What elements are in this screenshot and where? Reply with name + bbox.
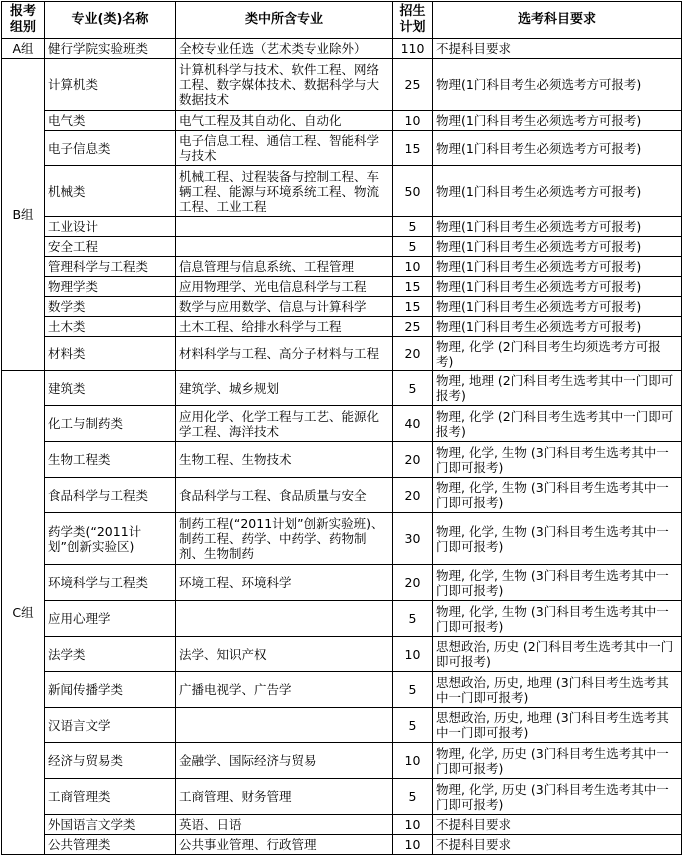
majors-cell: 建筑学、城乡规划 [176,371,393,406]
majors-cell: 应用化学、化学工程与工艺、能源化学工程、海洋技术 [176,406,393,442]
table-row [2,708,682,743]
plan-cell: 30 [393,513,433,565]
plan-cell: 10 [393,815,433,835]
table-row [2,257,682,277]
table-row [2,317,682,337]
header-category: 专业(类)名称 [45,2,176,39]
header-requirement: 选考科目要求 [433,2,682,39]
requirement-cell: 思想政治, 历史, 地理 (3门科目考生选考其中一门即可报考) [433,708,682,743]
requirement-cell: 物理, 地理 (2门科目考生选考其中一门即可报考) [433,371,682,406]
requirement-cell: 物理, 化学, 生物 (3门科目考生选考其中一门即可报考) [433,478,682,513]
requirement-cell: 物理(1门科目考生必须选考方可报考) [433,297,682,317]
category-cell: 食品科学与工程类 [45,478,176,513]
table-row [2,217,682,237]
category-cell: 外国语言文学类 [45,815,176,835]
requirement-cell: 物理(1门科目考生必须选考方可报考) [433,317,682,337]
plan-cell: 10 [393,637,433,672]
plan-cell: 20 [393,337,433,371]
requirement-cell: 物理(1门科目考生必须选考方可报考) [433,111,682,131]
requirement-cell: 物理(1门科目考生必须选考方可报考) [433,217,682,237]
category-cell: 机械类 [45,166,176,217]
requirement-cell: 物理, 化学, 历史 (3门科目考生选考其中一门即可报考) [433,743,682,779]
category-cell: 公共管理类 [45,835,176,855]
plan-cell: 5 [393,601,433,637]
header-majors: 类中所含专业 [176,2,393,39]
category-cell: 法学类 [45,637,176,672]
majors-cell: 计算机科学与技术、软件工程、网络工程、数字媒体技术、数据科学与大数据技术 [176,59,393,111]
header-plan: 招生计划 [393,2,433,39]
category-cell: 应用心理学 [45,601,176,637]
table-row [2,406,682,442]
majors-cell [176,217,393,237]
majors-cell: 公共事业管理、行政管理 [176,835,393,855]
majors-cell: 应用物理学、光电信息科学与工程 [176,277,393,297]
category-cell: 生物工程类 [45,442,176,478]
requirement-cell: 物理(1门科目考生必须选考方可报考) [433,59,682,111]
category-cell: 汉语言文学 [45,708,176,743]
table-row [2,237,682,257]
plan-cell: 15 [393,131,433,166]
category-cell: 安全工程 [45,237,176,257]
requirement-cell: 物理, 化学, 生物 (3门科目考生选考其中一门即可报考) [433,513,682,565]
plan-cell: 5 [393,672,433,708]
table-row [2,337,682,371]
requirement-cell: 物理(1门科目考生必须选考方可报考) [433,166,682,217]
table-row [2,637,682,672]
plan-cell: 5 [393,237,433,257]
requirement-cell: 思想政治, 历史 (2门科目考生选考其中一门即可报考) [433,637,682,672]
majors-cell [176,708,393,743]
category-cell: 管理科学与工程类 [45,257,176,277]
plan-cell: 15 [393,277,433,297]
majors-cell: 电子信息工程、通信工程、智能科学与技术 [176,131,393,166]
table-row [2,39,682,59]
requirement-cell: 物理(1门科目考生必须选考方可报考) [433,131,682,166]
majors-cell: 数学与应用数学、信息与计算科学 [176,297,393,317]
category-cell: 工业设计 [45,217,176,237]
requirement-cell: 物理, 化学 (2门科目考生选考其中一门即可报考) [433,406,682,442]
group-a-cell: A组 [2,39,45,59]
majors-cell: 广播电视学、广告学 [176,672,393,708]
category-cell: 电气类 [45,111,176,131]
plan-cell: 15 [393,297,433,317]
category-cell: 健行学院实验班类 [45,39,176,59]
plan-cell: 10 [393,257,433,277]
category-cell: 计算机类 [45,59,176,111]
majors-cell: 英语、日语 [176,815,393,835]
plan-cell: 50 [393,166,433,217]
table-row [2,442,682,478]
majors-cell: 生物工程、生物技术 [176,442,393,478]
plan-cell: 5 [393,371,433,406]
group-c-cell: C组 [2,371,45,855]
category-cell: 药学类(“2011计划”创新实验区) [45,513,176,565]
table-row [2,601,682,637]
requirement-cell: 物理, 化学, 生物 (3门科目考生选考其中一门即可报考) [433,442,682,478]
plan-cell: 25 [393,59,433,111]
plan-cell: 10 [393,111,433,131]
majors-cell: 金融学、国际经济与贸易 [176,743,393,779]
plan-cell: 110 [393,39,433,59]
plan-cell: 40 [393,406,433,442]
category-cell: 经济与贸易类 [45,743,176,779]
table-row [2,743,682,779]
table-row [2,111,682,131]
category-cell: 电子信息类 [45,131,176,166]
plan-cell: 10 [393,743,433,779]
requirement-cell: 思想政治, 历史, 地理 (3门科目考生选考其中一门即可报考) [433,672,682,708]
requirement-cell: 物理, 化学 (2门科目考生均须选考方可报考) [433,337,682,371]
table-row [2,166,682,217]
majors-cell: 食品科学与工程、食品质量与安全 [176,478,393,513]
plan-cell: 5 [393,217,433,237]
plan-cell: 10 [393,835,433,855]
group-b-cell: B组 [2,59,45,371]
plan-cell: 5 [393,779,433,815]
requirement-cell: 物理(1门科目考生必须选考方可报考) [433,277,682,297]
requirement-cell: 物理(1门科目考生必须选考方可报考) [433,237,682,257]
majors-cell: 工商管理、财务管理 [176,779,393,815]
requirement-cell: 物理(1门科目考生必须选考方可报考) [433,257,682,277]
table-row [2,672,682,708]
enrollment-plan-table [1,1,682,855]
plan-cell: 20 [393,565,433,601]
table-row [2,277,682,297]
plan-cell: 25 [393,317,433,337]
category-cell: 数学类 [45,297,176,317]
requirement-cell: 物理, 化学, 生物 (3门科目考生选考其中一门即可报考) [433,565,682,601]
header-group: 报考组别 [2,2,45,39]
table-row [2,59,682,111]
category-cell: 工商管理类 [45,779,176,815]
category-cell: 物理学类 [45,277,176,297]
table-row [2,297,682,317]
majors-cell: 电气工程及其自动化、自动化 [176,111,393,131]
category-cell: 建筑类 [45,371,176,406]
header-row [2,2,682,39]
plan-cell: 5 [393,708,433,743]
requirement-cell: 不提科目要求 [433,815,682,835]
table-row [2,565,682,601]
plan-cell: 20 [393,442,433,478]
majors-cell: 土木工程、给排水科学与工程 [176,317,393,337]
table-row [2,371,682,406]
majors-cell: 制药工程(“2011计划”创新实验班)、制药工程、药学、中药学、药物制剂、生物制药 [176,513,393,565]
requirement-cell: 不提科目要求 [433,39,682,59]
category-cell: 材料类 [45,337,176,371]
category-cell: 化工与制药类 [45,406,176,442]
requirement-cell: 不提科目要求 [433,835,682,855]
category-cell: 新闻传播学类 [45,672,176,708]
table-row [2,779,682,815]
table-row [2,513,682,565]
majors-cell: 法学、知识产权 [176,637,393,672]
table-row [2,478,682,513]
table-row [2,131,682,166]
majors-cell: 环境工程、环境科学 [176,565,393,601]
category-cell: 环境科学与工程类 [45,565,176,601]
plan-cell: 20 [393,478,433,513]
majors-cell: 信息管理与信息系统、工程管理 [176,257,393,277]
requirement-cell: 物理, 化学, 历史 (3门科目考生选考其中一门即可报考) [433,779,682,815]
majors-cell [176,601,393,637]
majors-cell [176,237,393,257]
majors-cell: 机械工程、过程装备与控制工程、车辆工程、能源与环境系统工程、物流工程、工业工程 [176,166,393,217]
majors-cell: 全校专业任选（艺术类专业除外） [176,39,393,59]
requirement-cell: 物理, 化学, 生物 (3门科目考生选考其中一门即可报考) [433,601,682,637]
table-row [2,815,682,835]
majors-cell: 材料科学与工程、高分子材料与工程 [176,337,393,371]
category-cell: 土木类 [45,317,176,337]
